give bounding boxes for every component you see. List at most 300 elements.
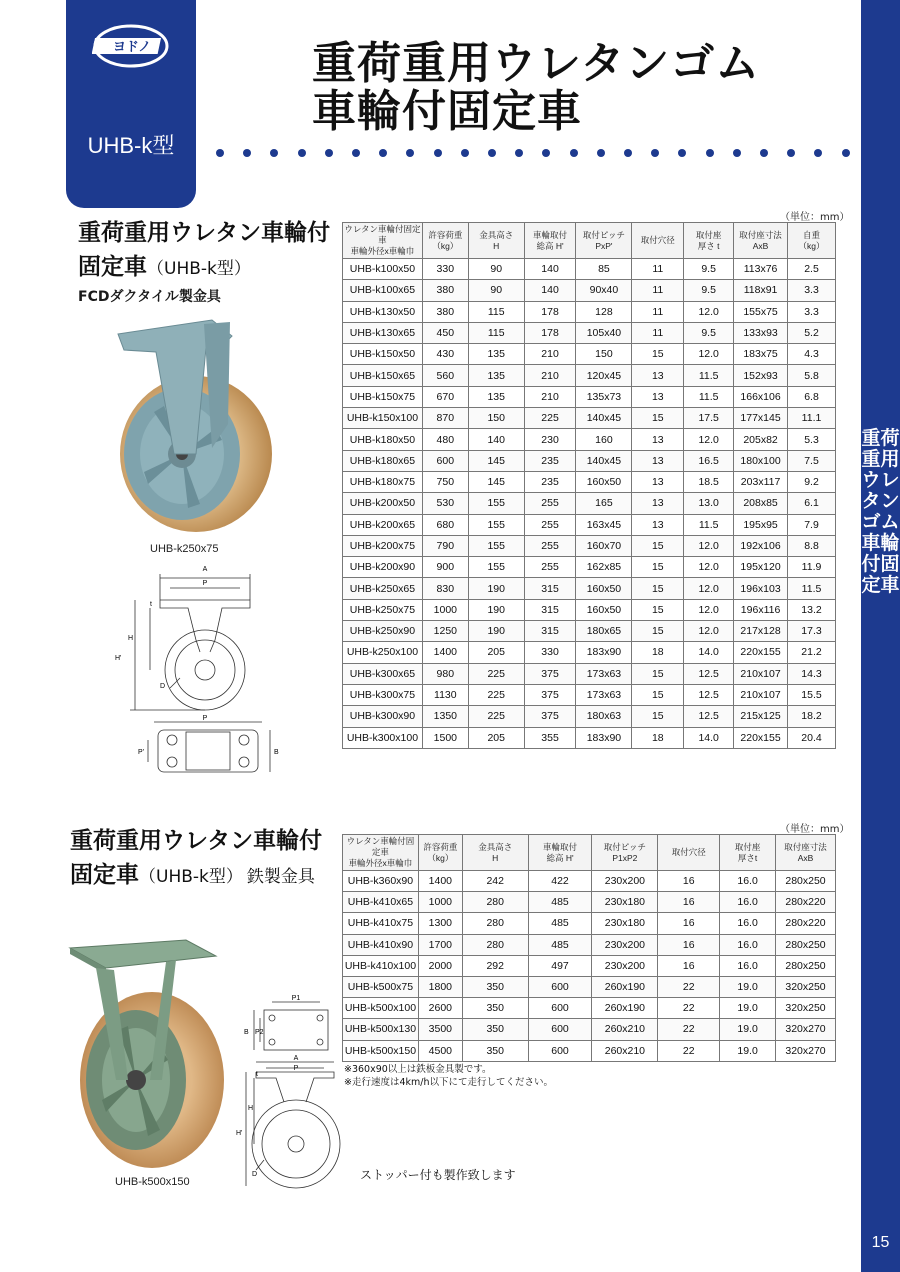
table-cell: 12.0 (684, 599, 734, 620)
divider-dot (706, 149, 714, 157)
table-cell: 8.8 (788, 535, 836, 556)
spec-table-fcd (342, 222, 836, 749)
section2-unit-note: （単位：mm） (780, 824, 850, 835)
svg-text:B: B (274, 749, 279, 756)
table-cell: 280 (462, 934, 528, 955)
model-cell: UHB-k500x150 (343, 1040, 419, 1061)
table-cell: 16.0 (720, 871, 776, 892)
divider-dot (597, 149, 605, 157)
table-cell: 330 (422, 259, 468, 280)
table-header-cell: 取付座 厚さt (720, 835, 776, 871)
table-cell: 12.0 (684, 344, 734, 365)
table-cell: 205 (468, 642, 524, 663)
table-cell: 160x50 (576, 471, 632, 492)
table-cell: 133x93 (734, 322, 788, 343)
table-cell: 2000 (418, 955, 462, 976)
table-cell: 355 (524, 727, 576, 748)
table-cell: 13 (632, 386, 684, 407)
table-cell: 235 (524, 450, 576, 471)
table-cell: 16.5 (684, 450, 734, 471)
table-cell: 173x63 (576, 684, 632, 705)
table-row (343, 429, 836, 450)
table-cell: 145 (468, 450, 524, 471)
table-cell: 4500 (418, 1040, 462, 1061)
section1-title (78, 218, 330, 284)
model-cell: UHB-k300x90 (343, 706, 423, 727)
table-cell: 178 (524, 301, 576, 322)
table-cell: 12.5 (684, 663, 734, 684)
table-cell: 230x200 (592, 871, 658, 892)
table-cell: 315 (524, 599, 576, 620)
table-cell: 135 (468, 386, 524, 407)
table-cell: 320x250 (776, 976, 836, 997)
table-cell: 18 (632, 642, 684, 663)
divider-dot (461, 149, 469, 157)
dimension-drawing-fcd (110, 560, 290, 790)
table-cell: 7.9 (788, 514, 836, 535)
table-cell: 230x180 (592, 892, 658, 913)
table-cell: 830 (422, 578, 468, 599)
table-cell: 242 (462, 871, 528, 892)
table-cell: 105x40 (576, 322, 632, 343)
model-cell: UHB-k300x100 (343, 727, 423, 748)
table-cell: 15 (632, 578, 684, 599)
table-cell: 205 (468, 727, 524, 748)
divider-dot (651, 149, 659, 157)
table-cell: 13.0 (684, 493, 734, 514)
model-cell: UHB-k200x75 (343, 535, 423, 556)
table-row (343, 344, 836, 365)
section2-title-material: 鉄製金具 (246, 867, 315, 887)
table-row (343, 408, 836, 429)
table-cell: 165 (576, 493, 632, 514)
table-cell: 203x117 (734, 471, 788, 492)
table-cell: 1500 (422, 727, 468, 748)
table-cell: 255 (524, 535, 576, 556)
model-cell: UHB-k410x100 (343, 955, 419, 976)
table-cell: 225 (468, 663, 524, 684)
table-cell: 11 (632, 301, 684, 322)
svg-text:P1: P1 (291, 995, 301, 1002)
table-cell: 19.0 (720, 1040, 776, 1061)
table-row (343, 514, 836, 535)
sidebar (861, 0, 900, 1272)
table-cell: 430 (422, 344, 468, 365)
model-cell: UHB-k500x75 (343, 976, 419, 997)
table-row (343, 621, 836, 642)
table-cell: 9.5 (684, 259, 734, 280)
table-cell: 13 (632, 514, 684, 535)
dot-divider (216, 149, 856, 161)
table-cell: 7.5 (788, 450, 836, 471)
table-cell: 90x40 (576, 280, 632, 301)
section2-title-model: （UHB-k型） (139, 867, 243, 887)
table-cell: 9.5 (684, 280, 734, 301)
table-cell: 195x95 (734, 514, 788, 535)
table-header-cell: 取付ピッチ PxP' (576, 223, 632, 259)
divider-dot (434, 149, 442, 157)
table-cell: 21.2 (788, 642, 836, 663)
table-row (343, 706, 836, 727)
table-cell: 180x63 (576, 706, 632, 727)
table-cell: 15 (632, 535, 684, 556)
table-cell: 210 (524, 386, 576, 407)
table-cell: 155 (468, 557, 524, 578)
table-cell: 15 (632, 663, 684, 684)
table-cell: 90 (468, 280, 524, 301)
table-cell: 150 (576, 344, 632, 365)
table-row (343, 599, 836, 620)
svg-text:H: H (128, 635, 134, 642)
photo-caption-steel: UHB-k500x150 (115, 1176, 190, 1188)
table-cell: 750 (422, 471, 468, 492)
table-header-cell: ウレタン車輪付固定車 車輪外径x車輪巾 (343, 835, 419, 871)
model-cell: UHB-k410x75 (343, 913, 419, 934)
table-cell: 560 (422, 365, 468, 386)
model-cell: UHB-k250x100 (343, 642, 423, 663)
divider-dot (515, 149, 523, 157)
table-cell: 15 (632, 706, 684, 727)
model-cell: UHB-k150x65 (343, 365, 423, 386)
table-cell: 790 (422, 535, 468, 556)
table-cell: 320x270 (776, 1040, 836, 1061)
table-cell: 192x106 (734, 535, 788, 556)
svg-text:A: A (202, 566, 208, 573)
model-cell: UHB-k410x90 (343, 934, 419, 955)
table-row (343, 259, 836, 280)
table-row (343, 642, 836, 663)
table-cell: 12.5 (684, 706, 734, 727)
table-row (343, 684, 836, 705)
table-header-cell: 自重 （kg） (788, 223, 836, 259)
table-cell: 196x116 (734, 599, 788, 620)
model-cell: UHB-k180x50 (343, 429, 423, 450)
table-cell: 12.0 (684, 301, 734, 322)
table-cell: 205x82 (734, 429, 788, 450)
model-cell: UHB-k100x65 (343, 280, 423, 301)
table-cell: 85 (576, 259, 632, 280)
table-cell: 280x250 (776, 955, 836, 976)
table-cell: 5.8 (788, 365, 836, 386)
svg-text:H': H' (236, 1130, 243, 1137)
table-cell: 225 (468, 706, 524, 727)
table-cell: 9.5 (684, 322, 734, 343)
model-cell: UHB-k200x90 (343, 557, 423, 578)
table-cell: 280 (462, 892, 528, 913)
table-row (343, 998, 836, 1019)
table-row (343, 322, 836, 343)
table-cell: 15 (632, 344, 684, 365)
page-title (312, 40, 760, 136)
divider-dot (488, 149, 496, 157)
table-cell: 230x200 (592, 934, 658, 955)
table-row (343, 535, 836, 556)
table-cell: 350 (462, 1040, 528, 1061)
table-cell: 280x220 (776, 913, 836, 934)
table-cell: 280x250 (776, 871, 836, 892)
table-cell: 485 (528, 913, 592, 934)
table-cell: 17.3 (788, 621, 836, 642)
model-cell: UHB-k180x65 (343, 450, 423, 471)
table-cell: 2600 (418, 998, 462, 1019)
table-row (343, 892, 836, 913)
model-cell: UHB-k250x90 (343, 621, 423, 642)
table-cell: 600 (422, 450, 468, 471)
model-cell: UHB-k500x130 (343, 1019, 419, 1040)
table-cell: 980 (422, 663, 468, 684)
table-cell: 11.5 (684, 514, 734, 535)
model-tab-label: UHB-k型 (87, 133, 175, 158)
table-cell: 195x120 (734, 557, 788, 578)
section1-title-line1: 重荷重用ウレタン車輪付 (78, 220, 331, 246)
table-cell: 3500 (418, 1019, 462, 1040)
divider-dot (678, 149, 686, 157)
svg-text:P: P (293, 1065, 299, 1072)
table-cell: 135 (468, 365, 524, 386)
svg-text:P': P' (138, 749, 145, 756)
table-cell: 230 (524, 429, 576, 450)
table-cell: 210x107 (734, 684, 788, 705)
model-cell: UHB-k130x50 (343, 301, 423, 322)
table-cell: 140 (468, 429, 524, 450)
table-row (343, 871, 836, 892)
svg-text:t: t (256, 1071, 258, 1078)
spec-table-steel (342, 834, 836, 1062)
svg-text:D: D (160, 683, 166, 690)
table-cell: 140x45 (576, 408, 632, 429)
table-cell: 15 (632, 684, 684, 705)
table-cell: 115 (468, 322, 524, 343)
table-cell: 1000 (418, 892, 462, 913)
divider-dot (624, 149, 632, 157)
table-cell: 16.0 (720, 934, 776, 955)
table-cell: 16 (658, 955, 720, 976)
table-cell: 180x100 (734, 450, 788, 471)
table-header-cell: 取付座寸法 AxB (776, 835, 836, 871)
sidebar-title: 重荷重用ウレタンゴム車輪付固定車 (861, 427, 900, 596)
table-header-cell: 車輪取付 総高 H' (528, 835, 592, 871)
table-cell: 152x93 (734, 365, 788, 386)
table-row (343, 663, 836, 684)
table-cell: 155 (468, 514, 524, 535)
table-cell: 12.0 (684, 429, 734, 450)
table-cell: 155 (468, 493, 524, 514)
table-cell: 280x220 (776, 892, 836, 913)
table-cell: 1400 (422, 642, 468, 663)
table-cell: 190 (468, 578, 524, 599)
table-cell: 22 (658, 998, 720, 1019)
model-cell: UHB-k360x90 (343, 871, 419, 892)
table-cell: 320x270 (776, 1019, 836, 1040)
model-cell: UHB-k100x50 (343, 259, 423, 280)
table-cell: 11.5 (684, 365, 734, 386)
table-cell: 260x210 (592, 1019, 658, 1040)
table-cell: 160x50 (576, 599, 632, 620)
table-cell: 485 (528, 892, 592, 913)
table-header-cell: 取付座寸法 AxB (734, 223, 788, 259)
table-cell: 12.0 (684, 578, 734, 599)
table-cell: 1250 (422, 621, 468, 642)
table-header-cell: 金具高さ H (462, 835, 528, 871)
divider-dot (814, 149, 822, 157)
table-cell: 150 (468, 408, 524, 429)
table-cell: 140 (524, 280, 576, 301)
svg-text:B: B (244, 1029, 249, 1036)
table-cell: 145 (468, 471, 524, 492)
table-row (343, 493, 836, 514)
table-cell: 11.1 (788, 408, 836, 429)
table-header-cell: 金具高さ H (468, 223, 524, 259)
table-cell: 16 (658, 892, 720, 913)
svg-text:P: P (202, 715, 208, 722)
table-header-cell: 取付穴径 (658, 835, 720, 871)
table-cell: 190 (468, 599, 524, 620)
table-cell: 163x45 (576, 514, 632, 535)
table-cell: 600 (528, 998, 592, 1019)
table-cell: 120x45 (576, 365, 632, 386)
table-cell: 180x65 (576, 621, 632, 642)
table-header-cell: 取付座 厚さ t (684, 223, 734, 259)
table-cell: 177x145 (734, 408, 788, 429)
table-cell: 225 (524, 408, 576, 429)
section1-title-model: （UHB-k型） (147, 259, 251, 279)
divider-dot (570, 149, 578, 157)
section1-unit-note: （単位：mm） (780, 212, 850, 223)
table-cell: 315 (524, 621, 576, 642)
table-cell: 220x155 (734, 642, 788, 663)
table-cell: 22 (658, 1040, 720, 1061)
table-cell: 19.0 (720, 1019, 776, 1040)
table-cell: 135x73 (576, 386, 632, 407)
table-cell: 166x106 (734, 386, 788, 407)
table-cell: 480 (422, 429, 468, 450)
model-cell: UHB-k300x75 (343, 684, 423, 705)
table-cell: 183x75 (734, 344, 788, 365)
table-cell: 255 (524, 493, 576, 514)
table-cell: 113x76 (734, 259, 788, 280)
table-cell: 12.0 (684, 557, 734, 578)
table-note-1: ※360x90以上は鉄板金具製です。 (344, 1064, 492, 1075)
table-cell: 1000 (422, 599, 468, 620)
table-cell: 210x107 (734, 663, 788, 684)
divider-dot (542, 149, 550, 157)
table-cell: 16.0 (720, 913, 776, 934)
table-row (343, 301, 836, 322)
table-cell: 13 (632, 471, 684, 492)
table-cell: 16.0 (720, 892, 776, 913)
table-cell: 19.0 (720, 998, 776, 1019)
table-cell: 3.3 (788, 280, 836, 301)
table-cell: 173x63 (576, 663, 632, 684)
table-header-cell: 許容荷重 （kg） (418, 835, 462, 871)
table-cell: 11 (632, 322, 684, 343)
table-cell: 530 (422, 493, 468, 514)
table-cell: 220x155 (734, 727, 788, 748)
svg-text:A: A (293, 1055, 299, 1062)
table-cell: 4.3 (788, 344, 836, 365)
divider-dot (243, 149, 251, 157)
table-cell: 20.4 (788, 727, 836, 748)
section1-subtitle: FCDダクタイル製金具 (78, 289, 221, 305)
table-cell: 128 (576, 301, 632, 322)
table-row (343, 557, 836, 578)
model-cell: UHB-k200x65 (343, 514, 423, 535)
table-cell: 600 (528, 1019, 592, 1040)
table-cell: 1130 (422, 684, 468, 705)
table-cell: 210 (524, 365, 576, 386)
table-cell: 183x90 (576, 642, 632, 663)
table-cell: 15 (632, 599, 684, 620)
table-cell: 15 (632, 557, 684, 578)
table-cell: 422 (528, 871, 592, 892)
table-cell: 320x250 (776, 998, 836, 1019)
table-cell: 450 (422, 322, 468, 343)
table-cell: 11.5 (684, 386, 734, 407)
table-cell: 16 (658, 913, 720, 934)
divider-dot (733, 149, 741, 157)
table-cell: 208x85 (734, 493, 788, 514)
table-cell: 12.0 (684, 621, 734, 642)
table-cell: 118x91 (734, 280, 788, 301)
table-cell: 670 (422, 386, 468, 407)
table-cell: 280x250 (776, 934, 836, 955)
table-cell: 155 (468, 535, 524, 556)
table-cell: 15.5 (788, 684, 836, 705)
table-cell: 292 (462, 955, 528, 976)
table-cell: 315 (524, 578, 576, 599)
brand-logo-icon (92, 24, 170, 68)
table-cell: 160 (576, 429, 632, 450)
table-cell: 13 (632, 450, 684, 471)
table-row (343, 727, 836, 748)
model-cell: UHB-k410x65 (343, 892, 419, 913)
model-cell: UHB-k250x65 (343, 578, 423, 599)
table-cell: 9.2 (788, 471, 836, 492)
divider-dot (270, 149, 278, 157)
table-cell: 11.9 (788, 557, 836, 578)
table-row (343, 450, 836, 471)
caster-photo-steel (66, 930, 226, 1170)
table-cell: 18.5 (684, 471, 734, 492)
table-cell: 1350 (422, 706, 468, 727)
page-title-line1: 重荷重用ウレタンゴム (312, 38, 761, 89)
table-cell: 217x128 (734, 621, 788, 642)
table-cell: 160x50 (576, 578, 632, 599)
table-cell: 280 (462, 913, 528, 934)
table-cell: 260x190 (592, 976, 658, 997)
table-cell: 600 (528, 976, 592, 997)
table-cell: 19.0 (720, 976, 776, 997)
model-cell: UHB-k200x50 (343, 493, 423, 514)
table-cell: 16 (658, 934, 720, 955)
table-header-cell: 車輪取付 総高 H' (524, 223, 576, 259)
divider-dot (760, 149, 768, 157)
table-row (343, 1040, 836, 1061)
table-header-cell: 取付穴径 (632, 223, 684, 259)
table-row (343, 1019, 836, 1040)
model-cell: UHB-k130x65 (343, 322, 423, 343)
table-cell: 140 (524, 259, 576, 280)
table-row (343, 280, 836, 301)
table-cell: 16 (658, 871, 720, 892)
table-cell: 12.0 (684, 535, 734, 556)
page-number: 15 (871, 1234, 890, 1251)
table-cell: 17.5 (684, 408, 734, 429)
table-row (343, 386, 836, 407)
table-cell: 183x90 (576, 727, 632, 748)
table-cell: 155x75 (734, 301, 788, 322)
divider-dot (216, 149, 224, 157)
